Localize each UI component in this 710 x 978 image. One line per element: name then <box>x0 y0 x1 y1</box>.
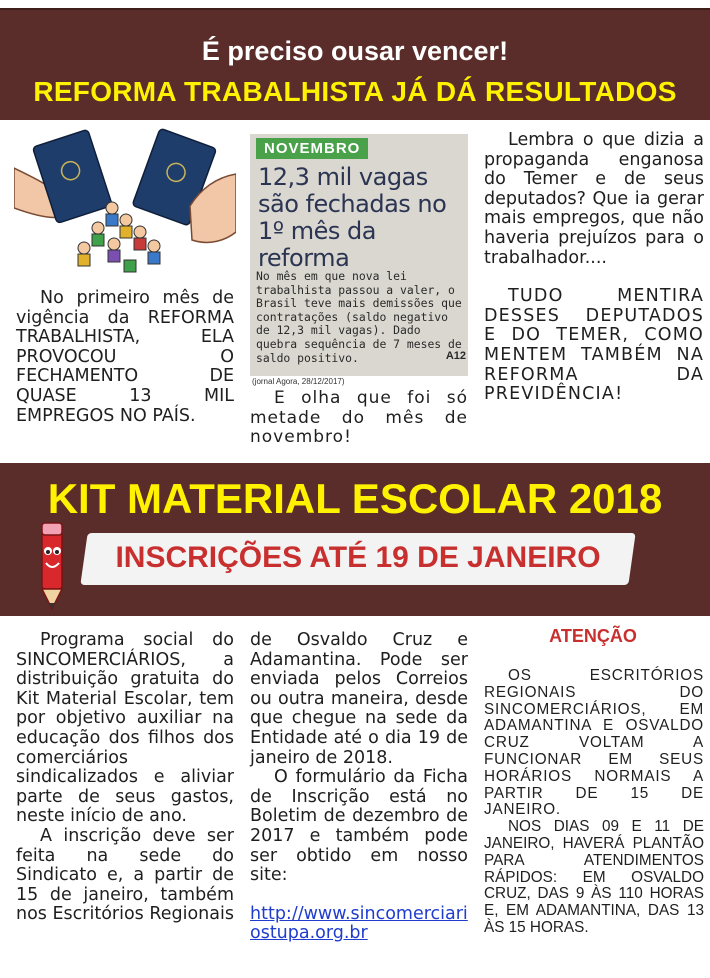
november-note: E olha que foi só metade do mês de novembro! <box>250 388 468 448</box>
attention-title: ATENÇÃO <box>549 626 637 646</box>
offices-notice: OS ESCRITÓRIOS REGIONAIS DO SINCOMERCIÁRIOS, EM ADAMANTINA E OSVALDO CRUZ VOLTAM A FUNCIONAR EM SEUS HORÁRIOS NORMAIS A PARTIR DE 15 DE JANEIRO. <box>484 667 704 819</box>
clipping-caption: (jornal Agora, 28/12/2017) <box>252 377 345 386</box>
lies-statement: TUDO MENTIRA DESSES DEPUTADOS E DO TEMER, COMO MENTEM TAMBÉM NA REFORMA DA PREVIDÊNCIA! <box>484 286 704 405</box>
attention-column <box>484 668 704 937</box>
header-banner <box>0 8 710 120</box>
newspaper-clipping <box>250 134 468 376</box>
header-title: REFORMA TRABALHISTA JÁ DÁ RESULTADOS <box>33 76 677 107</box>
propaganda-question: Lembra o que dizia a propaganda enganosa do Temer e de seus deputados? Que ia gerar mais empregos, que não haveria prejuízos para o trabalhador.... <box>484 130 704 268</box>
clipping-tag: NOVEMBRO <box>256 138 368 159</box>
website-link[interactable]: http://www.sincomerciariostupa.org.br <box>250 903 468 944</box>
reform-intro-text: No primeiro mês de vigência da REFORMA TRABALHISTA, ELA PROVOCOU O FECHAMENTO DE QUASE 13 MIL EMPREGOS NO PAÍS. <box>16 288 234 426</box>
clipping-headline: 12,3 mil vagas são fechadas no 1º mês da reforma <box>258 163 447 272</box>
clipping-page-ref: A12 <box>445 350 466 362</box>
header-slogan: É preciso ousar vencer! <box>201 36 509 66</box>
kit-banner <box>0 463 710 616</box>
registration-details: de Osvaldo Cruz e Adamantina. Pode ser enviada pelos Correios ou outra maneira, desde que chegue na sede da Entidade até o dia 19 de janeiro de 2018. <box>250 630 468 768</box>
program-column-2 <box>250 631 468 944</box>
program-description: Programa social do SINCOMERCIÁRIOS, a distribuição gratuita do Kit Material Escolar, tem por objetivo auxiliar na educação dos filhos dos comerciários sindicalizados e aliviar parte de seus gastos, neste início de ano. <box>16 630 234 827</box>
program-column-1 <box>16 631 234 925</box>
kit-subtitle: INSCRIÇÕES ATÉ 19 DE JANEIRO <box>115 541 601 574</box>
form-info: O formulário da Ficha de Inscrição está no Boletim de dezembro de 2017 e também pode ser obtido em nosso site: <box>250 767 468 886</box>
registration-info: A inscrição deve ser feita na sede do Sindicato e, a partir de 15 de janeiro, também nos Escritórios Regionais <box>16 825 234 925</box>
torn-work-card-illustration <box>14 128 236 280</box>
pencil-mascot-icon <box>28 517 78 613</box>
kit-title: KIT MATERIAL ESCOLAR 2018 <box>47 475 663 522</box>
duty-hours-notice: NOS DIAS 09 E 11 DE JANEIRO, HAVERÁ PLANTÃO PARA ATENDIMENTOS RÁPIDOS: EM OSVALDO CRUZ, DAS 9 ÀS 110 HORAS E, EM ADAMANTINA, DAS 13 ÀS 15 HORAS. <box>484 818 704 936</box>
clipping-body: No mês em que nova lei trabalhista passou a valer, o Brasil teve mais demissões que contratações (saldo negativo de 12,3 mil vagas). Dado quebra sequência de 7 meses de saldo positivo. <box>256 269 462 365</box>
right-column <box>484 131 704 405</box>
